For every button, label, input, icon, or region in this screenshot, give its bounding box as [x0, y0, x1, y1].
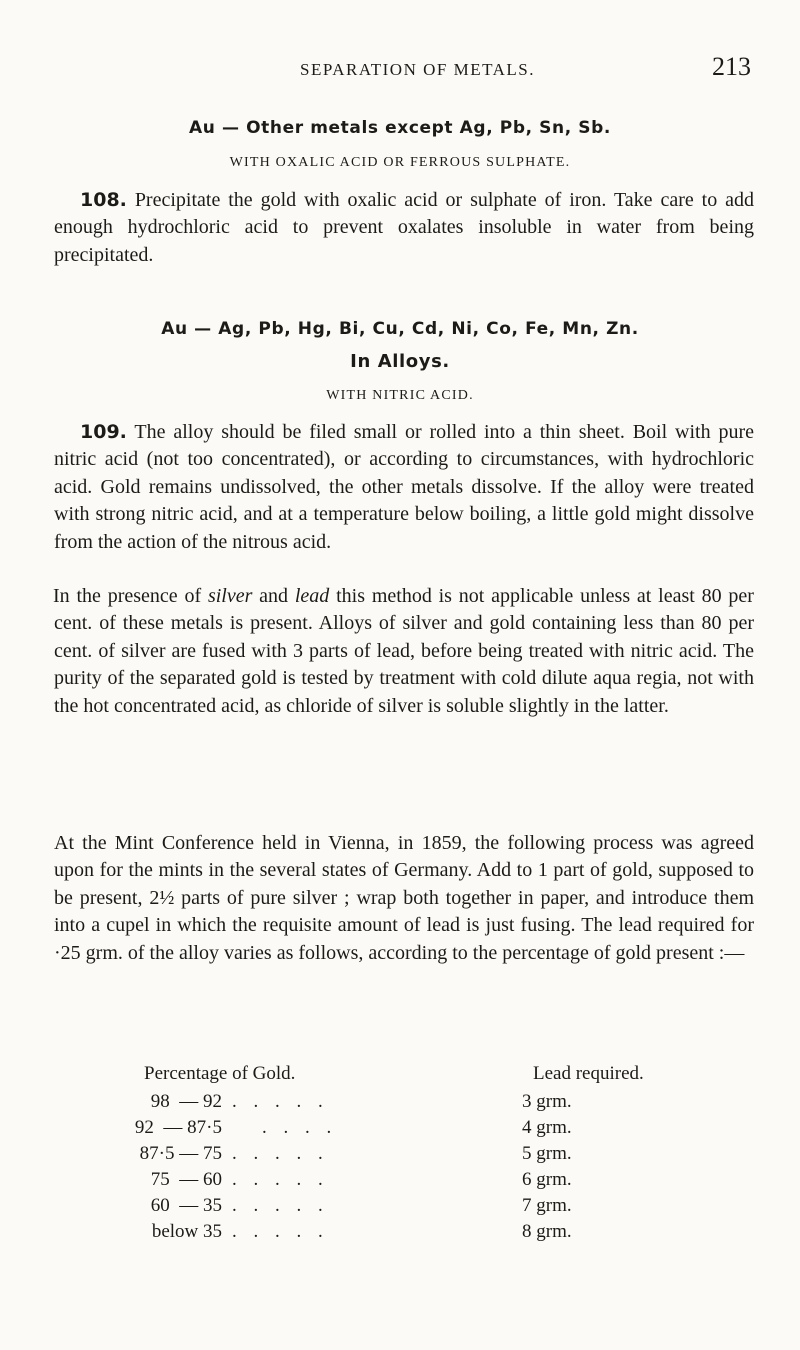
section-109-heading-alloys: In Alloys. — [350, 351, 450, 372]
table-row — [0, 1117, 800, 1143]
section-109-subheading: WITH NITRIC ACID. — [326, 388, 474, 403]
table-leader-dots: . . . . . — [232, 1169, 329, 1190]
table-cell-range: 92 — 87·5 — [134, 1117, 222, 1138]
section-108-number: 108. — [80, 189, 127, 211]
section-109-number: 109. — [80, 421, 127, 443]
table-header-percentage: Percentage of Gold. — [144, 1063, 296, 1084]
section-108-heading: Au — Other metals except Ag, Pb, Sn, Sb. — [189, 118, 611, 138]
section-108-text: Precipitate the gold with oxalic acid or sulphate of iron. Take care to add enough hydrochloric acid to prevent oxalates insoluble in water from being precipitated. — [54, 189, 755, 266]
table-leader-dots: . . . . . — [232, 1195, 329, 1216]
table-leader-dots: . . . . . — [232, 1221, 329, 1242]
para3-text: At the Mint Conference held in Vienna, in 1859, the following process was agreed upon for the mints in the several states of Germany. Add to 1 part of gold, supposed to be present, 2½ parts of pure silver ; wrap both together in paper, and introduce them into a cupel in which the requisite amount of lead is just fusing. The lead required for ·25 grm. of the alloy varies as follows, according to the percentage of gold present :— — [54, 832, 754, 964]
table-row — [0, 1169, 800, 1195]
table-cell-range: below 35 — [151, 1221, 222, 1242]
para2-text-pre: In the presence of — [53, 585, 208, 607]
section-108-subheading: WITH OXALIC ACID OR FERROUS SULPHATE. — [229, 155, 571, 170]
table-cell-lead: 5 grm. — [522, 1143, 572, 1164]
section-108-paragraph — [54, 187, 754, 269]
table-cell-range: 60 — 35 — [150, 1195, 222, 1216]
table-header-lead: Lead required. — [533, 1063, 644, 1084]
table-leader-dots: . . . . — [262, 1117, 338, 1138]
table-cell-range: 75 — 60 — [150, 1169, 222, 1190]
table-row — [0, 1195, 800, 1221]
table-row — [0, 1221, 800, 1247]
section-109-paragraph-2 — [54, 583, 754, 720]
page-number: 213 — [712, 52, 751, 81]
para2-emphasis-silver: silver — [207, 585, 253, 607]
section-109-paragraph-1 — [54, 419, 754, 556]
para2-text-mid: and — [252, 585, 295, 607]
table-leader-dots: . . . . . — [232, 1143, 329, 1164]
running-head — [0, 52, 800, 82]
table-cell-lead: 3 grm. — [522, 1091, 572, 1112]
table-cell-range: 87·5 — 75 — [139, 1143, 222, 1164]
table-cell-lead: 8 grm. — [522, 1221, 572, 1242]
running-title: SEPARATION OF METALS. — [300, 60, 535, 79]
table-cell-lead: 7 grm. — [522, 1195, 572, 1216]
table-leader-dots: . . . . . — [232, 1091, 329, 1112]
table-row — [0, 1091, 800, 1117]
para2-text-post: this method is not applicable unless at least 80 per cent. of these metals is present. Alloys of silver and gold containing less than 80 per cent. of silver are fused with 3 parts of lead, before being treated with nitric acid. The purity of the separated gold is tested by treatment with cold dilute aqua regia, not with the hot concentrated acid, as chloride of silver is soluble slightly in the latter. — [54, 585, 754, 717]
para2-emphasis-lead: lead — [294, 585, 330, 607]
table-row — [0, 1143, 800, 1169]
table-cell-range: 98 — 92 — [150, 1091, 222, 1112]
table-cell-lead: 4 grm. — [522, 1117, 572, 1138]
lead-requirement-table — [0, 1063, 800, 1323]
section-109-heading: Au — Ag, Pb, Hg, Bi, Cu, Cd, Ni, Co, Fe, Mn, Zn. — [161, 319, 639, 339]
table-cell-lead: 6 grm. — [522, 1169, 572, 1190]
section-109-text-1: The alloy should be filed small or rolled into a thin sheet. Boil with pure nitric acid (not too concentrated), or according to circumstances, with hydrochloric acid. Gold remains undissolved, the other metals dissolve. If the alloy were treated with strong nitric acid, and at a temperature below boiling, a little gold might dissolve from the action of the nitrous acid. — [54, 421, 754, 553]
section-109-paragraph-3 — [54, 830, 754, 967]
